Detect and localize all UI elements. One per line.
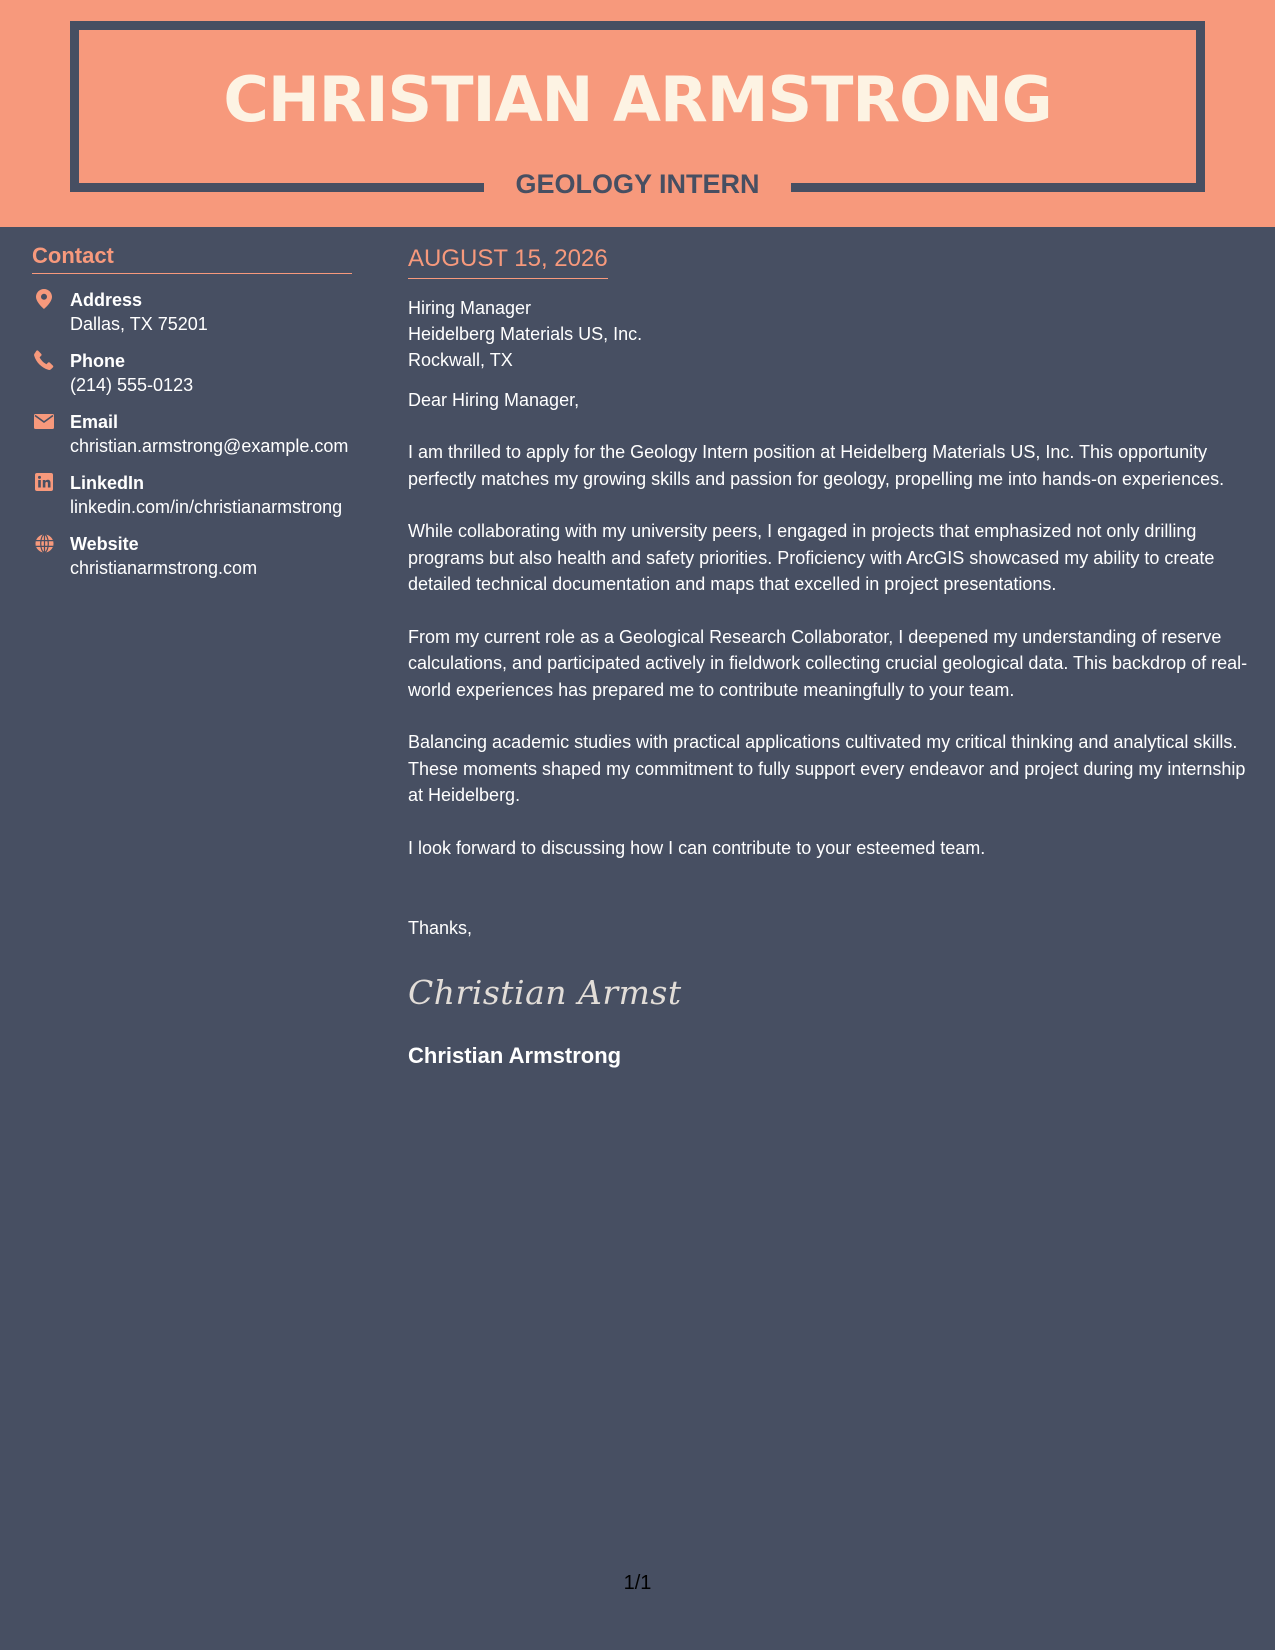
- contact-sidebar: [32, 240, 352, 580]
- phone-value: (214) 555-0123: [70, 375, 194, 395]
- letter-date: AUGUST 15, 2026: [408, 242, 608, 279]
- phone-icon: [34, 350, 54, 370]
- email-label: Email: [70, 412, 119, 432]
- phone-label: Phone: [70, 351, 126, 371]
- recipient-company: Heidelberg Materials US, Inc.: [408, 324, 643, 344]
- job-title: GEOLOGY INTERN: [515, 169, 760, 199]
- contact-website: [32, 532, 352, 580]
- contact-address: [32, 288, 352, 336]
- linkedin-icon: [34, 472, 54, 492]
- paragraph: I look forward to discussing how I can contribute to your esteemed team.: [408, 837, 986, 858]
- recipient-name: Hiring Manager: [408, 298, 532, 318]
- email-value[interactable]: christian.armstrong@example.com: [70, 436, 349, 456]
- paragraph: I am thrilled to apply for the Geology Intern position at Heidelberg Materials US, Inc. This opportunity perfectly matches my growing skills and passion for geology, propelling me into hands-on experiences.: [408, 442, 1225, 489]
- contact-email: [32, 410, 352, 458]
- map-pin-icon: [34, 289, 54, 309]
- handwritten-signature: Christian Armst: [408, 973, 682, 1012]
- website-value[interactable]: christianarmstrong.com: [70, 558, 258, 578]
- recipient-location: Rockwall, TX: [408, 350, 513, 370]
- recipient-block: [408, 295, 1253, 373]
- signoff: Thanks,: [408, 918, 473, 938]
- paragraph: Balancing academic studies with practical applications cultivated my critical thinking and analytical skills. These moments shaped my commitment to fully support every endeavor and project during my internship at Heidelberg.: [408, 732, 1246, 805]
- header-banner: [0, 0, 1275, 227]
- paragraph: While collaborating with my university peers, I engaged in projects that emphasized not only drilling programs but also health and safety priorities. Proficiency with ArcGIS showcased my ability to create detailed technical documentation and maps that excelled in project presentations.: [408, 521, 1215, 594]
- contact-phone: [32, 349, 352, 397]
- website-label: Website: [70, 534, 139, 554]
- page-number: 1/1: [623, 1572, 652, 1594]
- signer-name: Christian Armstrong: [408, 1043, 622, 1068]
- linkedin-value[interactable]: linkedin.com/in/christianarmstrong: [70, 497, 343, 517]
- salutation: Dear Hiring Manager,: [408, 390, 580, 410]
- contact-heading: Contact: [32, 240, 352, 274]
- mail-icon: [34, 411, 54, 431]
- address-label: Address: [70, 290, 143, 310]
- globe-icon: [34, 533, 54, 553]
- contact-linkedin: [32, 471, 352, 519]
- linkedin-label: LinkedIn: [70, 473, 145, 493]
- letter-body: [408, 242, 1253, 1071]
- address-value: Dallas, TX 75201: [70, 314, 208, 334]
- paragraph: From my current role as a Geological Research Collaborator, I deepened my understanding of reserve calculations, and participated actively in fieldwork collecting crucial geological data. This backdrop of real-world experiences has prepared me to contribute meaningfully to your team.: [408, 626, 1248, 700]
- applicant-name: CHRISTIAN ARMSTRONG: [223, 63, 1052, 136]
